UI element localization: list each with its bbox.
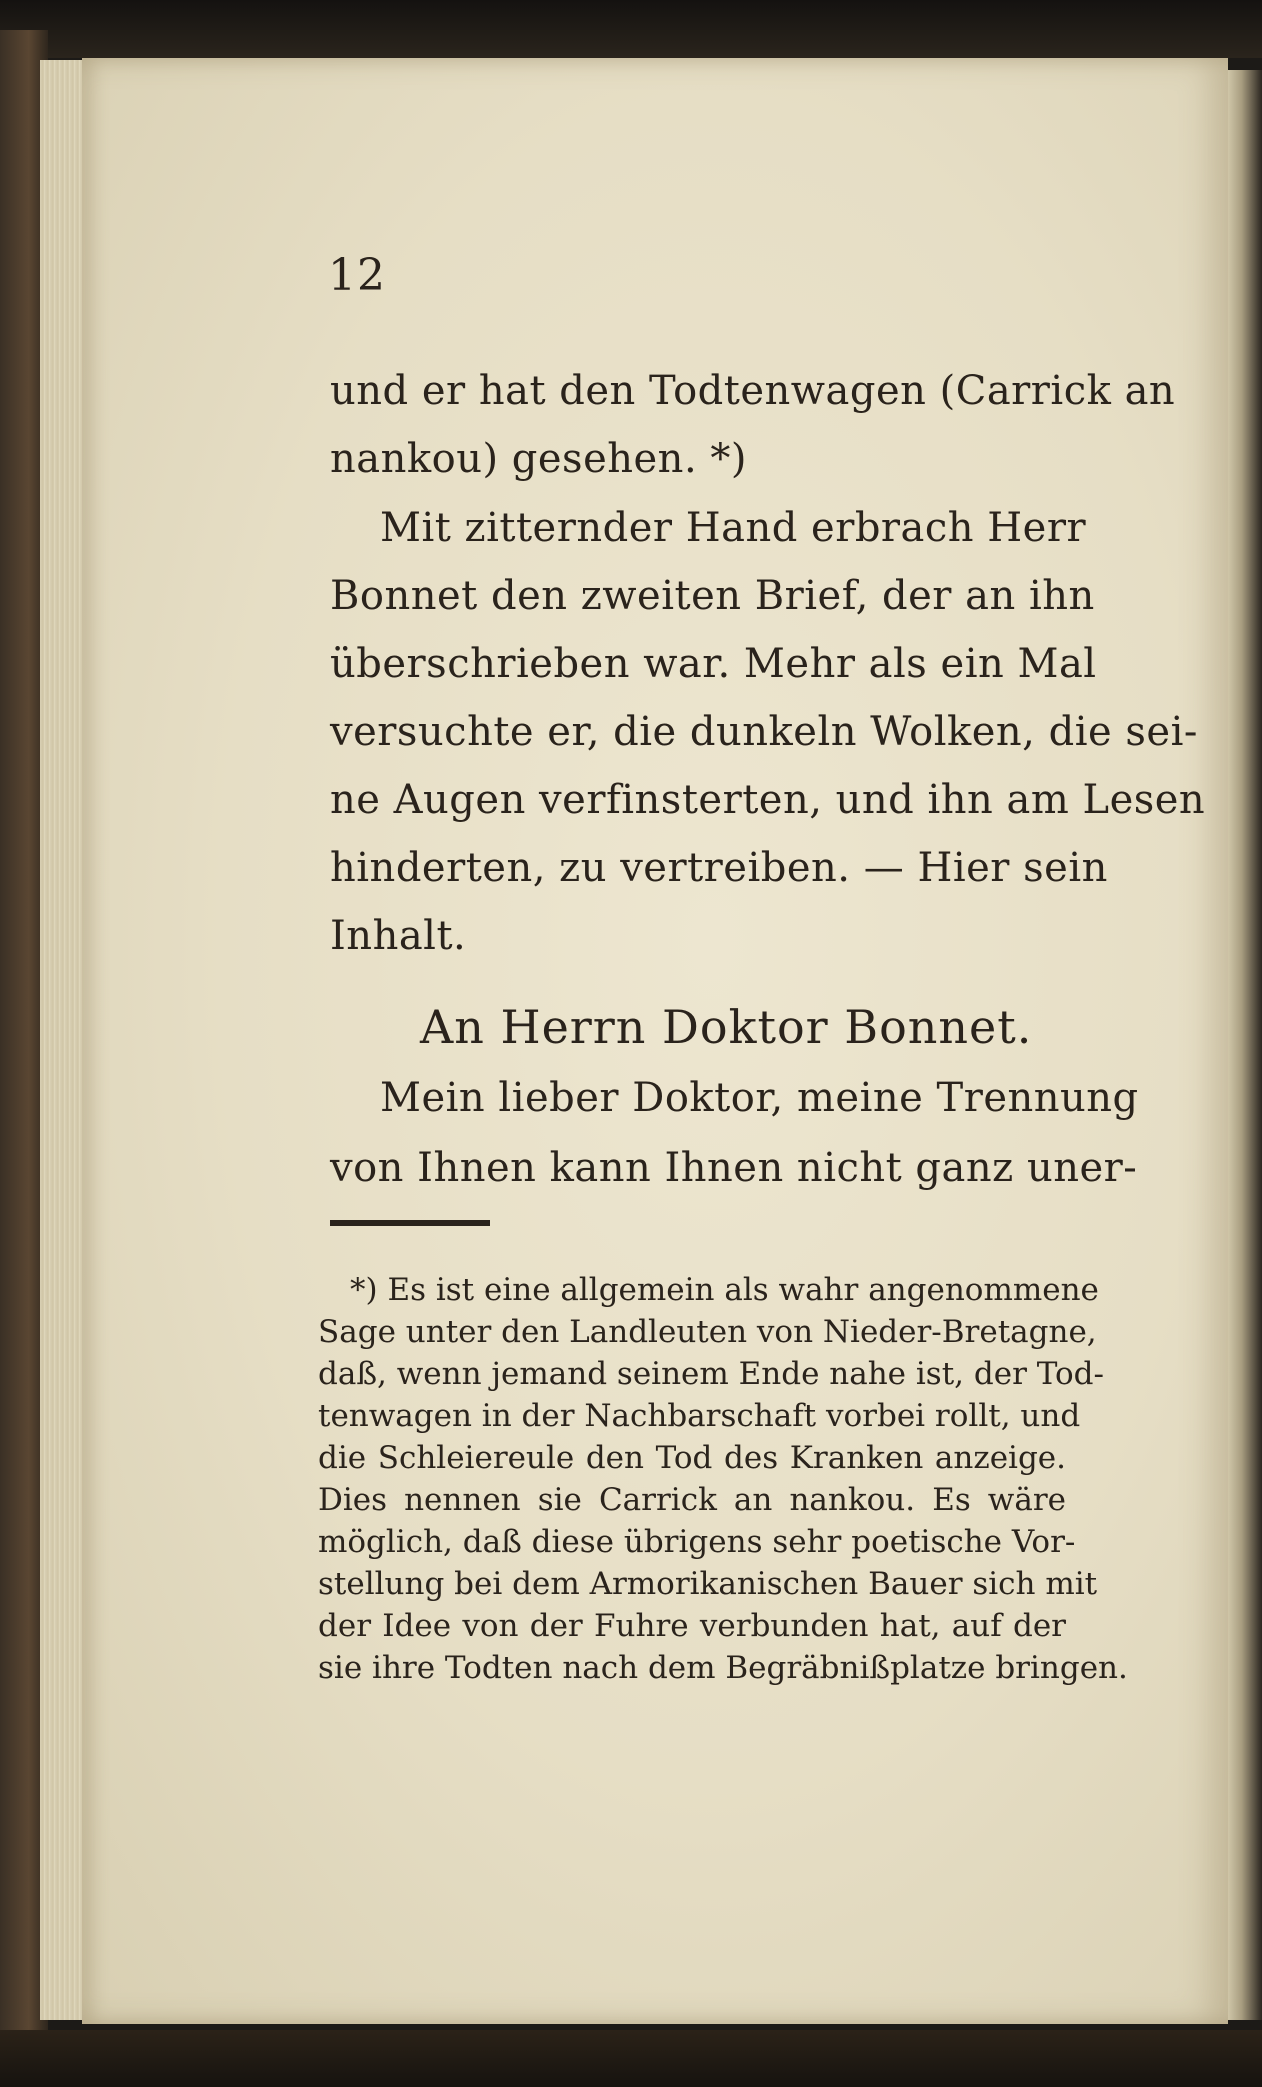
footnote-rule	[330, 1220, 490, 1226]
body-line: hinderten, zu vertreiben. — Hier sein	[330, 845, 1108, 891]
footnote-line: *) Es ist eine allgemein als wahr angenommene	[350, 1272, 1099, 1308]
footnote-line: daß, wenn jemand seinem Ende nahe ist, der Tod-	[318, 1356, 1104, 1392]
letter-line: von Ihnen kann Ihnen nicht ganz uner-	[330, 1145, 1138, 1191]
page-number: 12	[328, 250, 386, 301]
footnote-line: der Idee von der Fuhre verbunden hat, auf der	[318, 1608, 1066, 1644]
footnote-line: sie ihre Todten nach dem Begräbnißplatze bringen.	[318, 1650, 1128, 1686]
body-line: ne Augen verfinsterten, und ihn am Lesen	[330, 777, 1206, 823]
footnote-line: möglich, daß diese übrigens sehr poetische Vor-	[318, 1524, 1076, 1560]
book-cover-bottom	[0, 2030, 1262, 2087]
footnote-line: tenwagen in der Nachbarschaft vorbei rollt, und	[318, 1398, 1081, 1434]
footnote-line: Dies nennen sie Carrick an nankou. Es wäre	[318, 1482, 1066, 1518]
body-line: überschrieben war. Mehr als ein Mal	[330, 641, 1097, 687]
body-line: und er hat den Todtenwagen (Carrick an	[330, 368, 1176, 414]
body-line: nankou) gesehen. *)	[330, 436, 747, 482]
letter-heading: An Herrn Doktor Bonnet.	[420, 1000, 1033, 1054]
page-right-edge	[1228, 70, 1262, 2020]
book-cover-top	[0, 0, 1262, 58]
letter-line: Mein lieber Doktor, meine Trennung	[380, 1075, 1139, 1121]
body-line: versuchte er, die dunkeln Wolken, die sei-	[330, 709, 1198, 755]
body-line: Bonnet den zweiten Brief, der an ihn	[330, 573, 1095, 619]
footnote-line: Sage unter den Landleuten von Nieder-Bretagne,	[318, 1314, 1097, 1350]
body-line: Mit zitternder Hand erbrach Herr	[380, 505, 1087, 551]
footnote-line: die Schleiereule den Tod des Kranken anzeige.	[318, 1440, 1066, 1476]
body-line: Inhalt.	[330, 913, 467, 959]
footnote-line: stellung bei dem Armorikanischen Bauer sich mit	[318, 1566, 1098, 1602]
